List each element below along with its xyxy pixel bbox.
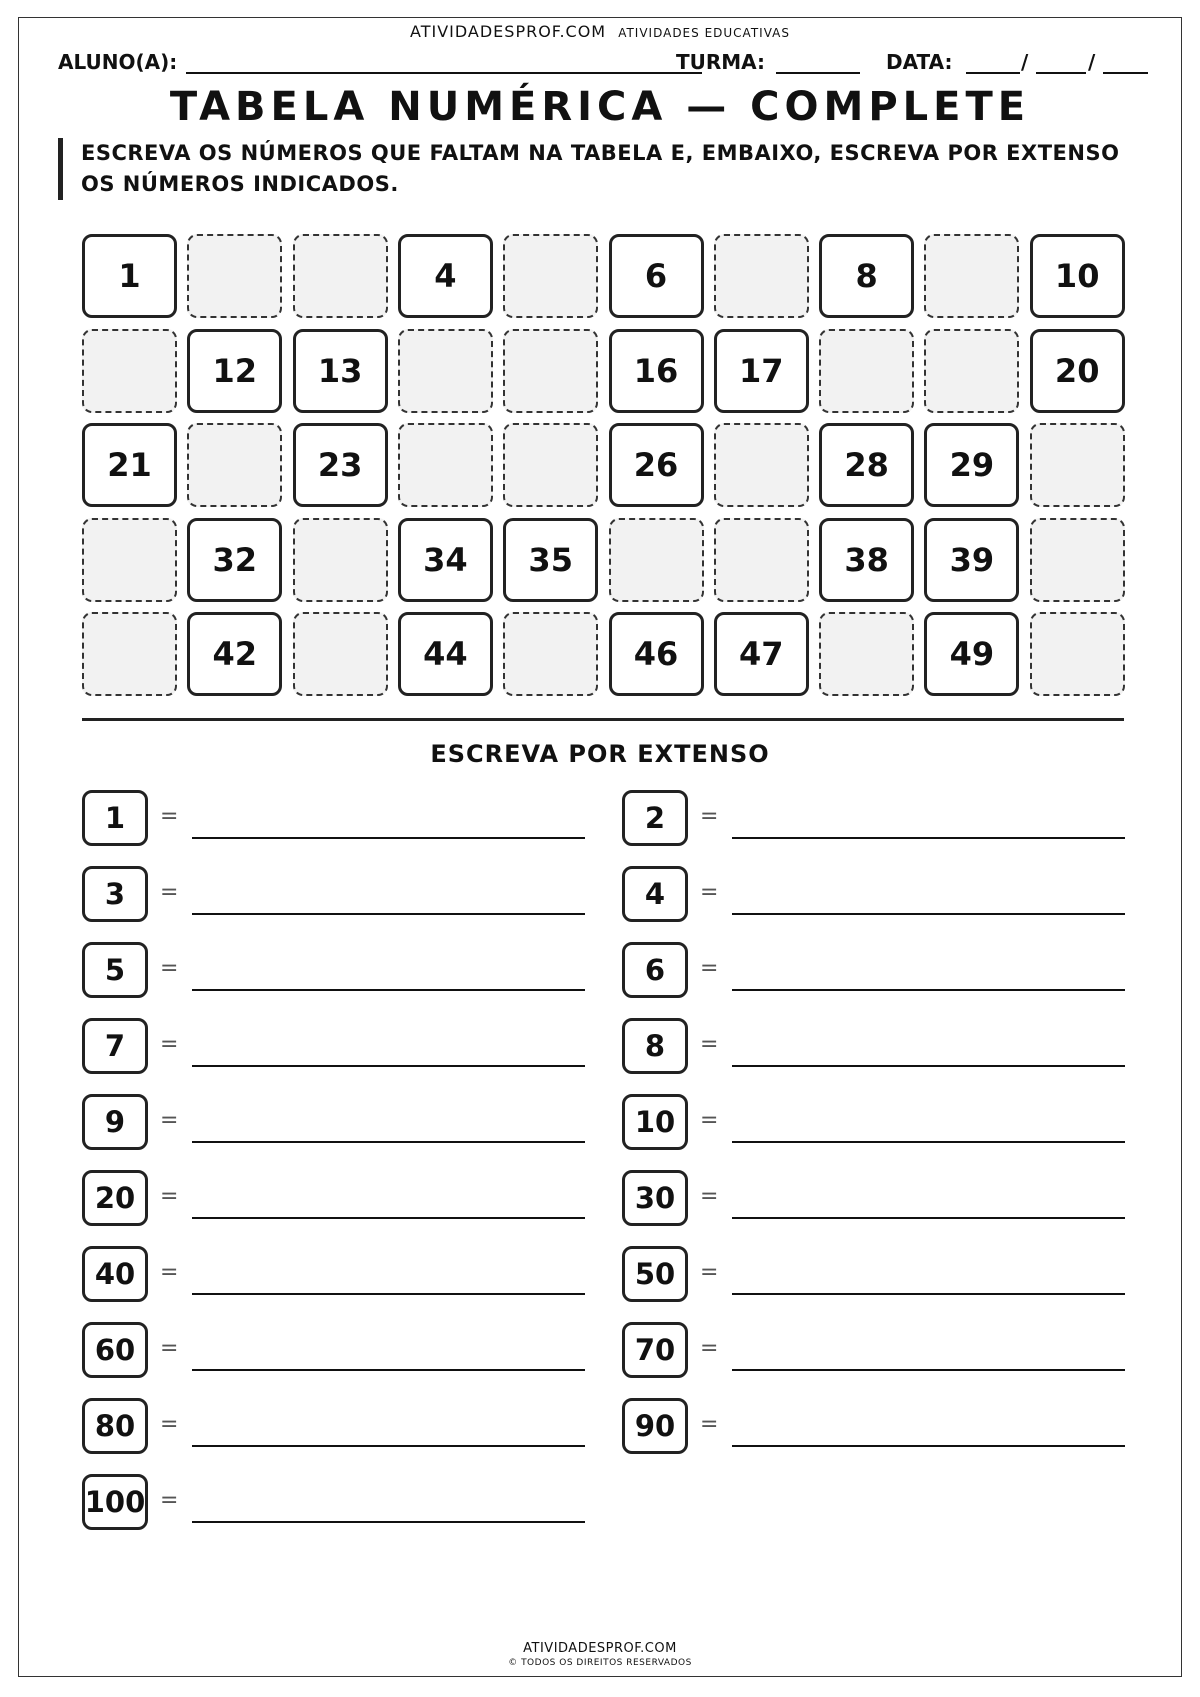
blank-number-cell[interactable] xyxy=(1030,518,1125,602)
blank-number-cell[interactable] xyxy=(398,329,493,413)
equals-sign: = xyxy=(700,1108,719,1133)
answer-line[interactable] xyxy=(732,1369,1125,1371)
blank-number-cell[interactable] xyxy=(503,612,598,696)
answer-line[interactable] xyxy=(192,837,585,839)
blank-number-cell[interactable] xyxy=(187,234,282,318)
extenso-item xyxy=(82,1322,622,1378)
number-cell: 8 xyxy=(819,234,914,318)
number-cell: 32 xyxy=(187,518,282,602)
extenso-number: 20 xyxy=(82,1170,148,1226)
number-cell: 16 xyxy=(609,329,704,413)
number-cell: 46 xyxy=(609,612,704,696)
number-cell: 6 xyxy=(609,234,704,318)
section-title: ESCREVA POR EXTENSO xyxy=(430,740,770,768)
answer-line[interactable] xyxy=(732,989,1125,991)
blank-number-cell[interactable] xyxy=(293,612,388,696)
equals-sign: = xyxy=(160,1336,179,1361)
extenso-item xyxy=(82,942,622,998)
answer-line[interactable] xyxy=(732,837,1125,839)
number-cell: 1 xyxy=(82,234,177,318)
equals-sign: = xyxy=(700,1032,719,1057)
blank-number-cell[interactable] xyxy=(1030,423,1125,507)
blank-number-cell[interactable] xyxy=(503,234,598,318)
instruction-text: ESCREVA OS NÚMEROS QUE FALTAM NA TABELA E, EMBAIXO, ESCREVA POR EXTENSO OS NÚMEROS INDICADOS. xyxy=(58,138,1138,200)
blank-number-cell[interactable] xyxy=(609,518,704,602)
extenso-number: 50 xyxy=(622,1246,688,1302)
extenso-item xyxy=(82,1398,622,1454)
number-cell: 10 xyxy=(1030,234,1125,318)
answer-line[interactable] xyxy=(192,1141,585,1143)
blank-number-cell[interactable] xyxy=(714,423,809,507)
answer-line[interactable] xyxy=(192,1521,585,1523)
number-cell: 4 xyxy=(398,234,493,318)
date-label: DATA: xyxy=(886,50,953,74)
blank-number-cell[interactable] xyxy=(503,423,598,507)
number-cell: 35 xyxy=(503,518,598,602)
equals-sign: = xyxy=(700,956,719,981)
blank-number-cell[interactable] xyxy=(82,612,177,696)
footer-copyright: © TODOS OS DIREITOS RESERVADOS xyxy=(508,1658,692,1668)
extenso-number: 40 xyxy=(82,1246,148,1302)
answer-line[interactable] xyxy=(192,989,585,991)
blank-number-cell[interactable] xyxy=(714,234,809,318)
equals-sign: = xyxy=(160,1488,179,1513)
extenso-item xyxy=(622,942,1162,998)
equals-sign: = xyxy=(700,1412,719,1437)
student-name-field[interactable] xyxy=(186,72,702,74)
date-separator: / xyxy=(1088,50,1096,74)
answer-line[interactable] xyxy=(192,1293,585,1295)
equals-sign: = xyxy=(160,1032,179,1057)
blank-number-cell[interactable] xyxy=(924,234,1019,318)
date-month-field[interactable] xyxy=(1036,72,1086,74)
number-cell: 26 xyxy=(609,423,704,507)
equals-sign: = xyxy=(700,1336,719,1361)
extenso-item xyxy=(622,866,1162,922)
equals-sign: = xyxy=(160,1184,179,1209)
extenso-number: 3 xyxy=(82,866,148,922)
blank-number-cell[interactable] xyxy=(293,518,388,602)
extenso-number: 4 xyxy=(622,866,688,922)
equals-sign: = xyxy=(700,1260,719,1285)
extenso-item xyxy=(622,1246,1162,1302)
site-header xyxy=(0,22,1200,41)
number-cell: 42 xyxy=(187,612,282,696)
extenso-item xyxy=(82,1170,622,1226)
number-cell: 13 xyxy=(293,329,388,413)
answer-line[interactable] xyxy=(732,1445,1125,1447)
blank-number-cell[interactable] xyxy=(714,518,809,602)
extenso-item xyxy=(622,1094,1162,1150)
answer-line[interactable] xyxy=(192,913,585,915)
number-cell: 38 xyxy=(819,518,914,602)
equals-sign: = xyxy=(160,1412,179,1437)
number-cell: 34 xyxy=(398,518,493,602)
number-cell: 20 xyxy=(1030,329,1125,413)
extenso-number: 100 xyxy=(82,1474,148,1530)
extenso-number: 60 xyxy=(82,1322,148,1378)
blank-number-cell[interactable] xyxy=(503,329,598,413)
extenso-number: 8 xyxy=(622,1018,688,1074)
equals-sign: = xyxy=(700,804,719,829)
extenso-number: 7 xyxy=(82,1018,148,1074)
number-cell: 17 xyxy=(714,329,809,413)
extenso-number: 90 xyxy=(622,1398,688,1454)
equals-sign: = xyxy=(700,1184,719,1209)
extenso-item xyxy=(622,1398,1162,1454)
site-name: ATIVIDADESPROF.COM xyxy=(410,22,607,41)
class-label: TURMA: xyxy=(676,50,766,74)
extenso-item xyxy=(82,1094,622,1150)
extenso-number: 6 xyxy=(622,942,688,998)
extenso-item xyxy=(82,1018,622,1074)
blank-number-cell[interactable] xyxy=(819,612,914,696)
number-cell: 39 xyxy=(924,518,1019,602)
answer-line[interactable] xyxy=(192,1217,585,1219)
number-cell: 28 xyxy=(819,423,914,507)
blank-number-cell[interactable] xyxy=(187,423,282,507)
extenso-item xyxy=(622,790,1162,846)
page-title: TABELA NUMÉRICA — COMPLETE xyxy=(169,84,1031,130)
answer-line[interactable] xyxy=(732,913,1125,915)
blank-number-cell[interactable] xyxy=(82,329,177,413)
extenso-item xyxy=(622,1322,1162,1378)
answer-line[interactable] xyxy=(732,1217,1125,1219)
extenso-number: 70 xyxy=(622,1322,688,1378)
student-name-label: ALUNO(A): xyxy=(58,50,178,74)
extenso-number: 80 xyxy=(82,1398,148,1454)
equals-sign: = xyxy=(160,804,179,829)
number-cell: 49 xyxy=(924,612,1019,696)
blank-number-cell[interactable] xyxy=(924,329,1019,413)
footer xyxy=(0,1641,1200,1671)
equals-sign: = xyxy=(160,1260,179,1285)
extenso-item xyxy=(82,1474,622,1530)
blank-number-cell[interactable] xyxy=(293,234,388,318)
extenso-item xyxy=(622,1170,1162,1226)
extenso-item xyxy=(82,790,622,846)
number-cell: 44 xyxy=(398,612,493,696)
answer-line[interactable] xyxy=(192,1065,585,1067)
answer-line[interactable] xyxy=(732,1141,1125,1143)
equals-sign: = xyxy=(160,880,179,905)
extenso-number: 9 xyxy=(82,1094,148,1150)
blank-number-cell[interactable] xyxy=(1030,612,1125,696)
extenso-number: 2 xyxy=(622,790,688,846)
equals-sign: = xyxy=(700,880,719,905)
blank-number-cell[interactable] xyxy=(398,423,493,507)
extenso-item xyxy=(82,866,622,922)
student-info xyxy=(58,50,1148,78)
equals-sign: = xyxy=(160,956,179,981)
date-day-field[interactable] xyxy=(966,72,1020,74)
divider xyxy=(82,718,1124,721)
footer-site: ATIVIDADESPROF.COM xyxy=(523,1641,677,1656)
blank-number-cell[interactable] xyxy=(82,518,177,602)
date-separator: / xyxy=(1021,50,1029,74)
extenso-number: 5 xyxy=(82,942,148,998)
blank-number-cell[interactable] xyxy=(819,329,914,413)
extenso-item xyxy=(82,1246,622,1302)
answer-line[interactable] xyxy=(192,1369,585,1371)
answer-line[interactable] xyxy=(192,1445,585,1447)
date-year-field[interactable] xyxy=(1103,72,1148,74)
extenso-item xyxy=(622,1018,1162,1074)
extenso-number: 1 xyxy=(82,790,148,846)
number-cell: 47 xyxy=(714,612,809,696)
number-cell: 12 xyxy=(187,329,282,413)
equals-sign: = xyxy=(160,1108,179,1133)
number-cell: 29 xyxy=(924,423,1019,507)
number-cell: 21 xyxy=(82,423,177,507)
number-cell: 23 xyxy=(293,423,388,507)
site-tagline: ATIVIDADES EDUCATIVAS xyxy=(618,26,790,40)
extenso-number: 10 xyxy=(622,1094,688,1150)
extenso-number: 30 xyxy=(622,1170,688,1226)
class-field[interactable] xyxy=(776,72,860,74)
answer-line[interactable] xyxy=(732,1065,1125,1067)
answer-line[interactable] xyxy=(732,1293,1125,1295)
